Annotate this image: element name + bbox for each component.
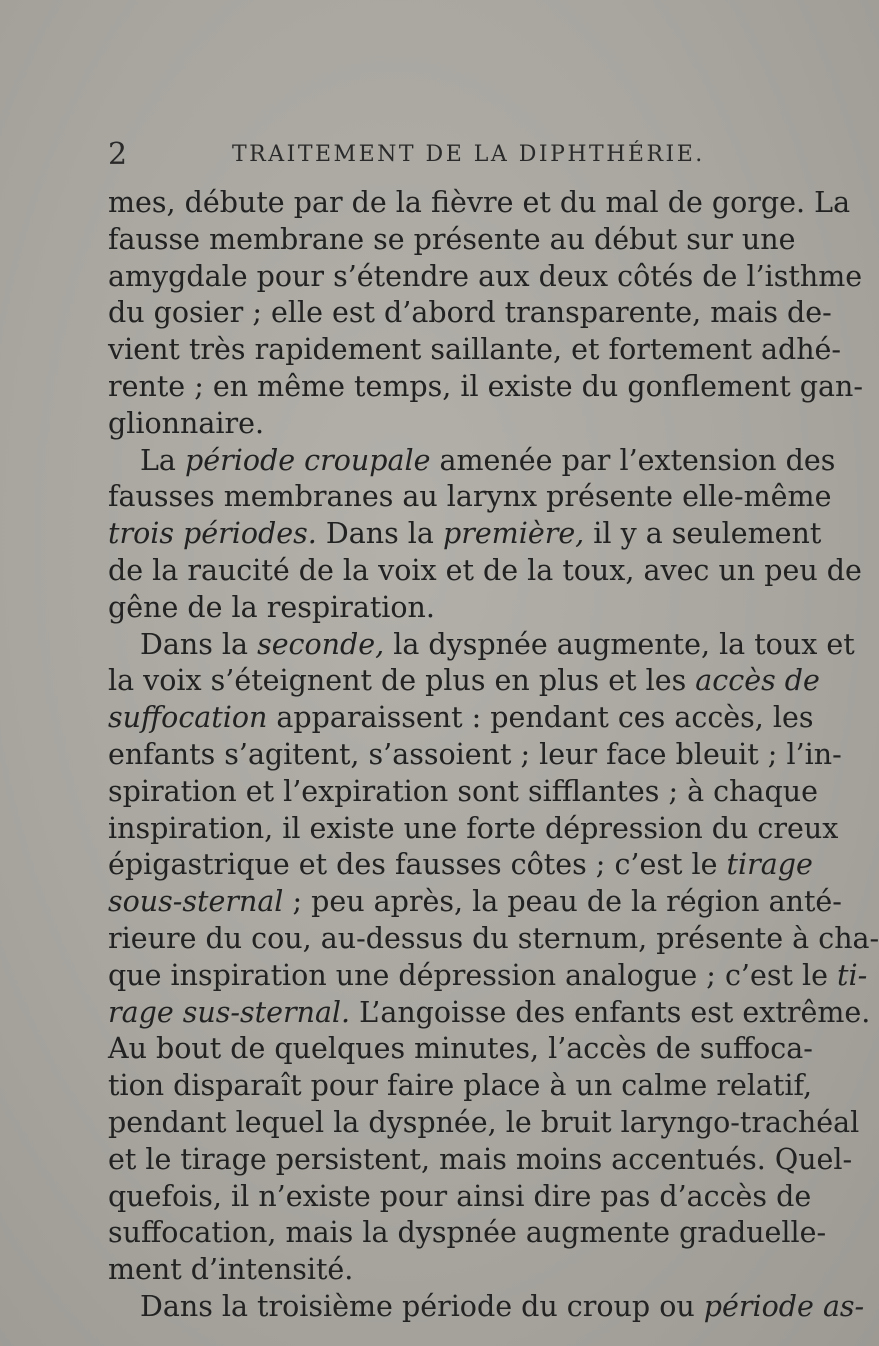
text-run: La bbox=[140, 443, 185, 477]
text-run: quefois, il n’existe pour ainsi dire pas d’accès de bbox=[108, 1179, 812, 1213]
text-line bbox=[108, 257, 863, 297]
text-run: amygdale pour s’étendre aux deux côtés de l’isthme bbox=[108, 259, 863, 293]
text-line bbox=[108, 477, 832, 517]
text-line bbox=[108, 1103, 860, 1143]
italic-text: tirage bbox=[726, 848, 813, 882]
text-line bbox=[108, 1066, 813, 1106]
text-line bbox=[108, 551, 862, 591]
text-run: enfants s’agitent, s’assoient ; leur face bleuit ; l’in- bbox=[108, 738, 842, 771]
text-line bbox=[108, 735, 842, 775]
text-run: vient très rapidement saillante, et fortement adhé- bbox=[108, 333, 842, 367]
text-run: de la raucité de la voix et de la toux, avec un peu de bbox=[108, 554, 862, 587]
text-line bbox=[108, 183, 851, 223]
text-line bbox=[108, 293, 832, 333]
text-run: Dans la bbox=[140, 627, 258, 661]
italic-text: ti- bbox=[837, 958, 868, 992]
text-run: il y a seulement bbox=[584, 517, 822, 551]
text-line bbox=[140, 1287, 864, 1327]
italic-text: période as- bbox=[703, 1290, 865, 1323]
italic-text: accès de bbox=[695, 664, 820, 698]
text-run: rieure du cou, au-dessus du sternum, présente à cha- bbox=[108, 922, 879, 955]
text-run: glionnaire. bbox=[108, 406, 264, 440]
italic-text: première, bbox=[442, 517, 585, 551]
text-run: ment d’intensité. bbox=[108, 1253, 354, 1287]
text-run: la voix s’éteignent de plus en plus et les bbox=[108, 664, 696, 698]
text-line bbox=[108, 588, 435, 628]
text-run: mes, débute par de la fièvre et du mal de gorge. La bbox=[108, 186, 851, 219]
page-header bbox=[108, 135, 748, 175]
text-line bbox=[108, 1213, 827, 1253]
text-run: gêne de la respiration. bbox=[108, 590, 435, 624]
text-run: et le tirage persistent, mais moins accentués. Quel- bbox=[108, 1142, 853, 1176]
text-run: L’angoisse des enfants est extrême. bbox=[350, 995, 871, 1029]
text-run: la dyspnée augmente, la toux et bbox=[384, 627, 855, 661]
italic-text: trois périodes. bbox=[108, 517, 317, 551]
text-line bbox=[108, 698, 814, 738]
text-line bbox=[108, 1177, 812, 1217]
text-line bbox=[108, 882, 842, 922]
text-line bbox=[108, 809, 839, 849]
text-run: Dans la bbox=[316, 517, 443, 551]
italic-text: suffocation bbox=[108, 701, 268, 735]
page-number: 2 bbox=[108, 137, 128, 172]
text-run: pendant lequel la dyspnée, le bruit laryngo-trachéal bbox=[108, 1106, 860, 1139]
text-line bbox=[108, 367, 863, 407]
text-line bbox=[108, 661, 820, 701]
text-line bbox=[108, 772, 818, 812]
running-title: TRAITEMENT DE LA DIPHTHÉRIE. bbox=[232, 142, 705, 167]
text-run: inspiration, il existe une forte dépression du creux bbox=[108, 811, 839, 845]
text-line bbox=[108, 956, 868, 996]
text-run: suffocation, mais la dyspnée augmente graduelle- bbox=[108, 1216, 827, 1250]
text-line bbox=[108, 1029, 813, 1069]
text-line bbox=[108, 404, 264, 444]
text-line bbox=[108, 993, 871, 1033]
text-run: spiration et l’expiration sont sifflantes ; à chaque bbox=[108, 774, 818, 808]
italic-text: période croupale bbox=[184, 443, 431, 477]
text-run: amenée par l’extension des bbox=[430, 443, 836, 477]
text-line bbox=[108, 514, 822, 554]
text-line bbox=[108, 919, 879, 959]
italic-text: seconde, bbox=[257, 627, 385, 661]
italic-text: rage sus-sternal. bbox=[108, 995, 351, 1029]
text-run: apparaissent : pendant ces accès, les bbox=[267, 701, 814, 735]
text-line bbox=[108, 845, 813, 885]
text-run: que inspiration une dépression analogue ; c’est le bbox=[108, 958, 838, 992]
text-run: tion disparaît pour faire place à un calme relatif, bbox=[108, 1069, 813, 1103]
text-line bbox=[140, 625, 855, 665]
text-run: épigastrique et des fausses côtes ; c’est le bbox=[108, 848, 727, 882]
text-run: du gosier ; elle est d’abord transparente, mais de- bbox=[108, 296, 832, 330]
text-run: ; peu après, la peau de la région anté- bbox=[283, 885, 842, 919]
text-line bbox=[108, 1140, 853, 1180]
text-line bbox=[108, 1250, 353, 1290]
text-line bbox=[108, 220, 796, 260]
text-line bbox=[140, 441, 836, 481]
text-run: fausse membrane se présente au début sur une bbox=[108, 222, 796, 256]
italic-text: sous-sternal bbox=[108, 885, 284, 919]
text-run: Au bout de quelques minutes, l’accès de suffoca- bbox=[108, 1032, 813, 1066]
text-run: fausses membranes au larynx présente elle-même bbox=[108, 480, 832, 514]
text-line bbox=[108, 330, 842, 370]
text-run: Dans la troisième période du croup ou bbox=[140, 1290, 704, 1323]
text-run: rente ; en même temps, il existe du gonflement gan- bbox=[108, 370, 863, 403]
